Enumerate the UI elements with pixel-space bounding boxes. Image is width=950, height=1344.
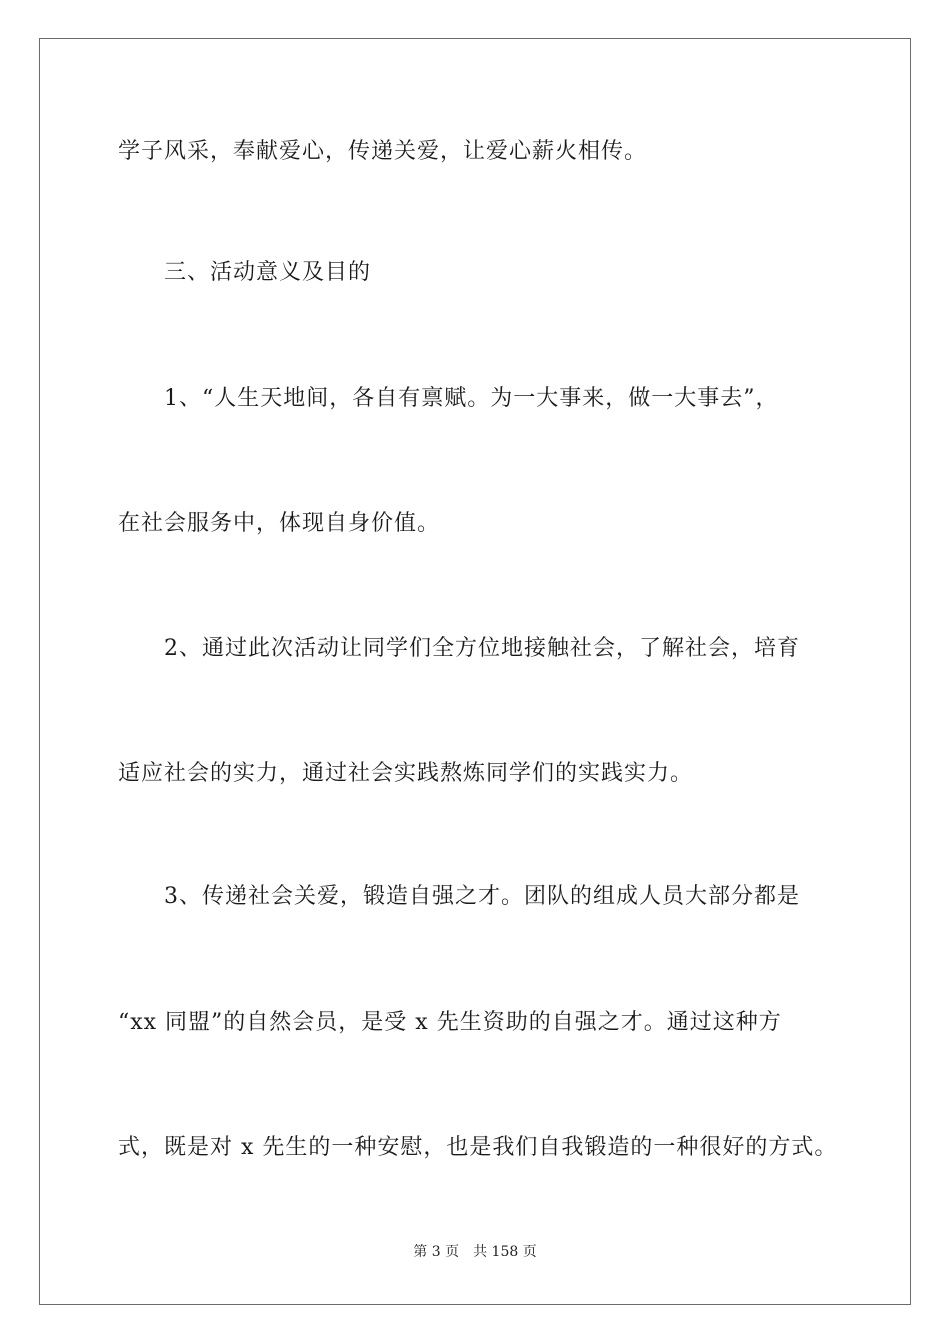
- body-line-1: 学子风采，奉献爱心，传递关爱，让爱心薪火相传。: [118, 139, 648, 164]
- page-total: 共 158 页: [473, 1244, 537, 1260]
- body-line-9: 式，既是对 x 先生的一种安慰，也是我们自我锻造的一种很好的方式。: [118, 1135, 838, 1160]
- body-line-3: 1、“人生天地间，各自有禀赋。为一大事来，做一大事去”，: [164, 386, 779, 411]
- page-number: 第 3 页: [413, 1244, 460, 1260]
- body-line-5: 2、通过此次活动让同学们全方位地接触社会，了解社会，培育: [164, 636, 800, 661]
- body-line-7: 3、传递社会关爱，锻造自强之才。团队的组成人员大部分都是: [164, 884, 800, 909]
- page-footer: [0, 1242, 950, 1262]
- section-heading: 三、活动意义及目的: [164, 260, 372, 285]
- body-line-6: 适应社会的实力，通过社会实践熬炼同学们的实践实力。: [118, 761, 694, 786]
- body-line-8: “xx 同盟”的自然会员，是受 x 先生资助的自强之才。通过这种方: [118, 1010, 782, 1035]
- body-line-4: 在社会服务中，体现自身价值。: [118, 511, 441, 536]
- page-frame: [39, 38, 911, 1305]
